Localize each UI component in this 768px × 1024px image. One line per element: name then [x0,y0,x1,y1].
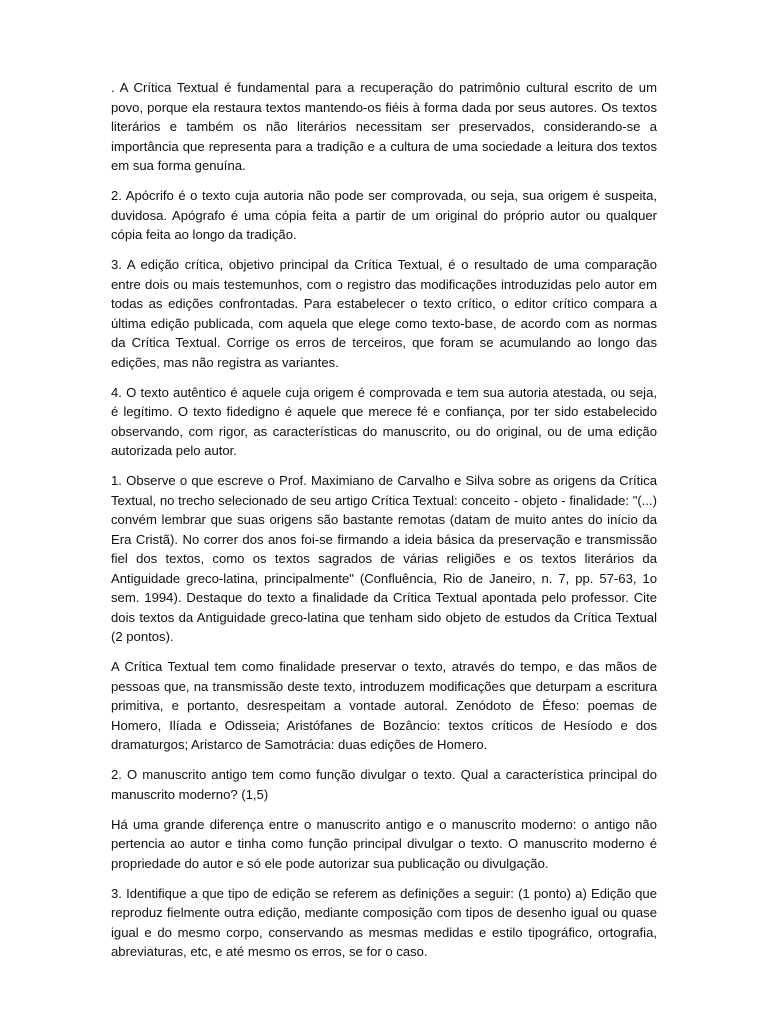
paragraph-texto-autentico: 4. O texto autêntico é aquele cuja origem é comprovada e tem sua autoria atestada, ou seja, é legítimo. O texto fidedigno é aquele que merece fé e confiança, por ter sido estabelecido observando, com rigor, as características do manuscrito, ou do original, ou de uma edição autorizada pelo autor. [111,384,657,458]
paragraph-question-3: 3. Identifique a que tipo de edição se referem as definições a seguir: (1 ponto) a) Edição que reproduz fielmente outra edição, mediante composição com tipos de desenho igual ou quase igual e do mesmo corpo, conservando as mesmas medidas e estilo tipográfico, ortografia, abreviaturas, etc, e até mesmo os erros, se for o caso. [111,885,657,959]
paragraph-apocrifo-apografo: 2. Apócrifo é o texto cuja autoria não pode ser comprovada, ou seja, sua origem é suspeita, duvidosa. Apógrafo é uma cópia feita a partir de um original do próprio autor ou qualquer cópia feita ao longo da tradição. [111,188,657,242]
paragraph-question-2: 2. O manuscrito antigo tem como função divulgar o texto. Qual a característica principal do manuscrito moderno? (1,5) [111,767,657,802]
paragraph-answer-1: A Crítica Textual tem como finalidade preservar o texto, através do tempo, e das mãos de pessoas que, na transmissão deste texto, introduzem modificações que deturpam a escritura primitiva, e portanto, desrespeitam a vontade autoral. Zenódoto de Éfeso: poemas de Homero, Ilíada e Odisseia; Aristófanes de Bozâncio: textos críticos de Hesíodo e dos dramaturgos; Aristarco de Samotrácia: duas edições de Homero. [111,659,657,752]
paragraph-question-1: 1. Observe o que escreve o Prof. Maximiano de Carvalho e Silva sobre as origens da Crítica Textual, no trecho selecionado de seu artigo Crítica Textual: conceito - objeto - finalidade: "(...) convém lembrar que suas origens são bastante remotas (datam de muito antes do início da Era Cristã). No correr dos anos foi-se firmando a ideia básica da preservação e transmissão fiel dos textos, como os textos sagrados de várias religiões e os textos literários da Antiguidade greco-latina, principalmente" (Confluência, Rio de Janeiro, n. 7, pp. 57-63, 1o sem. 1994). Destaque do texto a finalidade da Crítica Textual apontada pelo professor. Cite dois textos da Antiguidade greco-latina que tenham sido objeto de estudos da Crítica Textual (2 pontos). [111,473,657,644]
paragraph-answer-2: Há uma grande diferença entre o manuscrito antigo e o manuscrito moderno: o antigo não pertencia ao autor e tinha como função principal divulgar o texto. O manuscrito moderno é propriedade do autor e só ele pode autorizar sua publicação ou divulgação. [111,816,657,871]
paragraph-critica-textual-importancia: . A Crítica Textual é fundamental para a recuperação do patrimônio cultural escrito de um povo, porque ela restaura textos mantendo-os fiéis à forma dada por seus autores. Os textos literários e também os não literários necessitam ser preservados, considerando-se a importância que representa para a tradição e a cultura de uma sociedade a leitura dos textos em sua forma genuína. [111,80,657,173]
paragraph-edicao-critica: 3. A edição crítica, objetivo principal da Crítica Textual, é o resultado de uma comparação entre dois ou mais testemunhos, com o registro das modificações introduzidas pelo autor em todas as edições confrontadas. Para estabelecer o texto crítico, o editor crítico compara a última edição publicada, com aquela que elege como texto-base, de acordo com as normas da Crítica Textual. Corrige os erros de terceiros, que foram se acumulando ao longo das edições, mas não registra as variantes. [111,257,657,370]
document-page [111,78,657,972]
